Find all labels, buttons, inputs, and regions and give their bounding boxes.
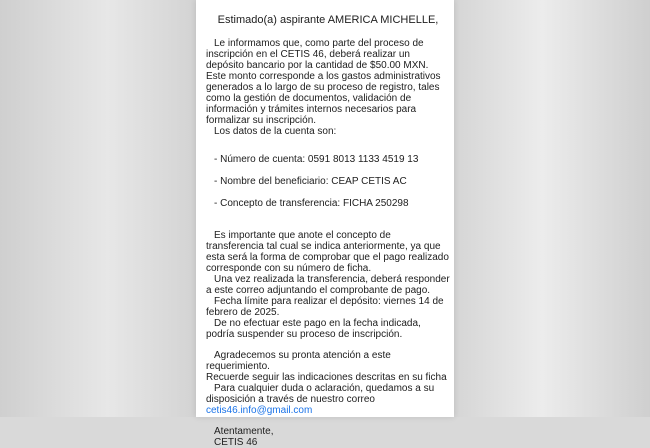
paragraph-suspension-warning: De no efectuar este pago en la fecha indicada, podría suspender su proceso de inscripción.: [206, 318, 421, 340]
greeting: Estimado(a) aspirante AMERICA MICHELLE,: [217, 14, 439, 26]
spacer: [206, 340, 450, 350]
spacer: [206, 220, 450, 230]
blurred-background-left: [0, 0, 196, 417]
account-details: [206, 143, 450, 220]
account-intro: Los datos de la cuenta son:: [214, 126, 337, 137]
transfer-concept: - Concepto de transferencia: FICHA 250298: [214, 198, 409, 209]
contact-email-link[interactable]: cetis46.info@gmail.com: [206, 405, 313, 416]
paragraph-thanks: Agradecemos su pronta atención a este requerimiento.: [206, 350, 391, 372]
spacer: [206, 416, 450, 426]
email-document: [196, 0, 454, 448]
signature: CETIS 46: [214, 437, 258, 448]
paragraph-deadline: Fecha límite para realizar el depósito: viernes 14 de febrero de 2025.: [206, 296, 444, 318]
email-body: [206, 14, 450, 448]
paragraph-intro: Le informamos que, como parte del proceso de inscripción en el CETIS 46, deberá realizar un depósito bancario por la cantidad de $50.00 MXN. Este monto corresponde a los gastos administrativos generados a lo largo de su proceso de registro, tales como la gestión de documentos, validación de información y trámites internos necesarios para formalizar su inscripción.: [206, 38, 441, 126]
beneficiary-name: - Nombre del beneficiario: CEAP CETIS AC: [214, 176, 407, 187]
paragraph-concept-note: Es importante que anote el concepto de transferencia tal cual se indica anteriormente, ya que esta será la forma de comprobar que el pago realizado corresponde con su número de ficha.: [206, 230, 449, 274]
paragraph-contact: Para cualquier duda o aclaración, quedamos a su disposición a través de nuestro correo: [206, 383, 435, 405]
blurred-background-right: [454, 0, 650, 417]
paragraph-reminder: Recuerde seguir las indicaciones descritas en su ficha: [206, 372, 447, 383]
closing: Atentamente,: [214, 426, 274, 437]
paragraph-reply-instructions: Una vez realizada la transferencia, deberá responder a este correo adjuntando el comprobante de pago.: [206, 274, 450, 296]
account-number: - Número de cuenta: 0591 8013 1133 4519 13: [214, 154, 419, 165]
